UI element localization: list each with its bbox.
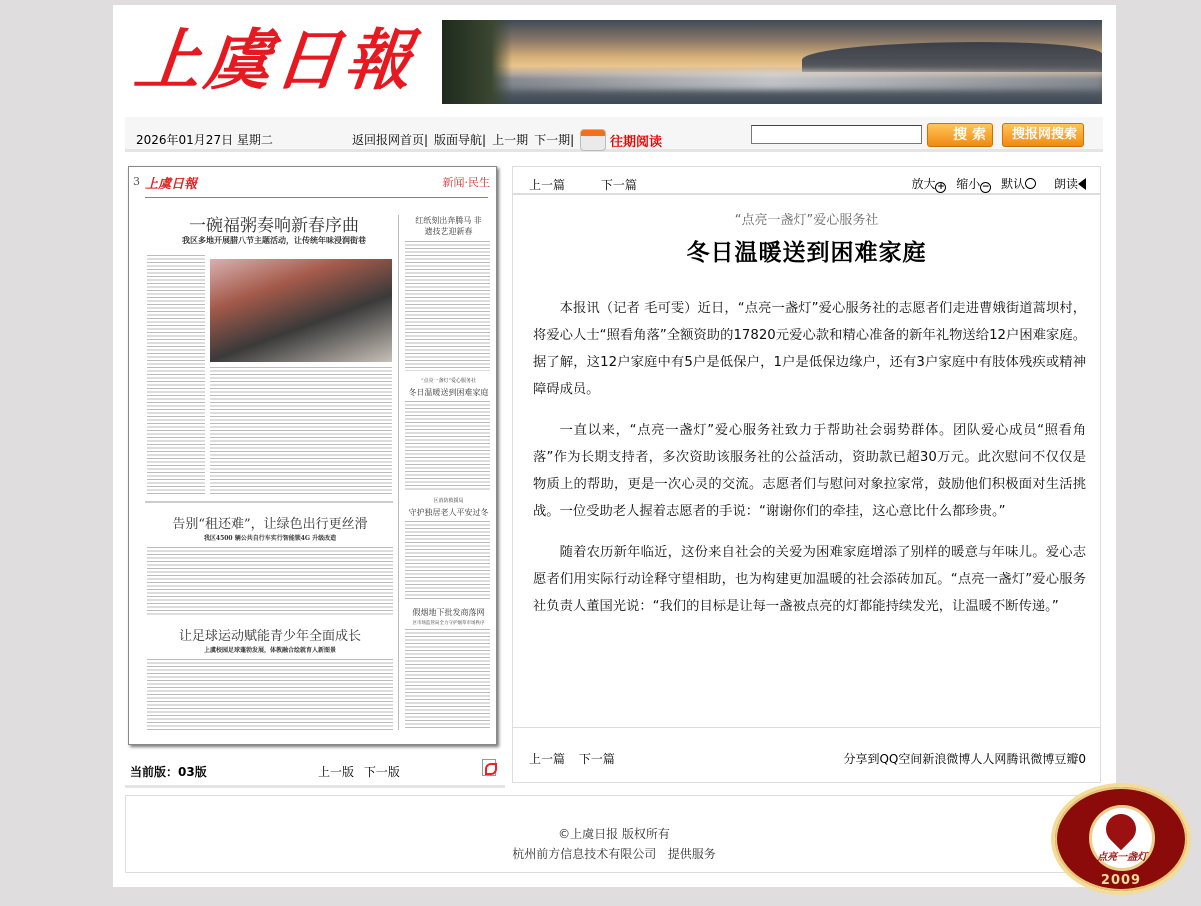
prev-article-link[interactable]: 上一篇: [529, 178, 566, 192]
next-page-link[interactable]: 下一版: [363, 765, 400, 779]
current-date: 2026年01月27日 星期二: [136, 133, 273, 147]
page-nav-link[interactable]: 版面导航|: [434, 133, 487, 147]
prev-page-link[interactable]: 上一版: [318, 765, 355, 779]
headline-3[interactable]: 让足球运动赋能青少年全面成长: [178, 629, 361, 644]
service-provider: 杭州前方信息技术有限公司 提供服务: [512, 847, 716, 861]
prev-issue-link[interactable]: 上一期: [492, 133, 529, 147]
seal-name: 点亮一盏灯: [1097, 852, 1147, 863]
subhead-2: 我区4500 辆公共自行车实行智能锁4G 升级改造: [203, 535, 337, 542]
zoom-in-label: 放大: [911, 177, 936, 191]
page-container: [113, 5, 1116, 887]
plus-icon: +: [937, 182, 945, 192]
headline-2[interactable]: 告别“租还难”，让绿色出行更丝滑: [172, 517, 368, 532]
side-kicker-4: 区市场监管局全力守护烟草市场秩序: [412, 621, 485, 626]
side-headline-1[interactable]: 红纸刻出奔腾马 非遗技艺迎新春: [415, 216, 482, 236]
minus-icon: −: [982, 182, 990, 192]
article-toolbar: [513, 167, 1100, 195]
banner-image: [442, 20, 1102, 104]
site-footer: [125, 795, 1103, 873]
prev-article-bottom-link[interactable]: 上一篇: [529, 752, 566, 766]
site-search-button[interactable]: 搜报网搜索: [1002, 123, 1084, 147]
page-panel: [125, 158, 505, 788]
next-issue-link[interactable]: 下一期|: [534, 133, 575, 147]
nav-bar: [125, 117, 1103, 152]
lightbulb-icon: [1100, 808, 1142, 850]
past-reading-label: 往期阅读: [609, 135, 662, 150]
copyright: ©上虞日报 版权所有: [558, 827, 670, 841]
page-section: 新闻·民生: [442, 176, 490, 189]
zoom-out-button[interactable]: [956, 177, 991, 191]
subhead-3: 上虞校园足球蓬勃发展，体教融合绘就育人新图景: [203, 647, 336, 654]
paragraph: 一直以来，“点亮一盏灯”爱心服务社致力于帮助社会弱势群体。团队爱心成员“照看角落”作为长期支持者，多次资助该服务社的公益活动，资助款已超30万元。此次慰问不仅仅是物质上的帮助，更是一次心灵的交流。志愿者们与慰问对象拉家常，鼓励他们积极面对生活挑战。一位受助老人握着志愿者的手说：“谢谢你们的牵挂，这心意比什么都珍贵。”: [533, 423, 1086, 519]
subhead-1: 我区多地开展腊八节主题活动，让传统年味浸润街巷: [182, 235, 366, 245]
side-kicker-3: 区消防救援局: [433, 498, 464, 504]
article-body: [513, 295, 1100, 620]
side-headline-3[interactable]: 守护独居老人平安过冬: [408, 508, 489, 517]
home-link[interactable]: 返回报网首页|: [352, 133, 429, 147]
page-thumbnail[interactable]: [128, 166, 497, 745]
next-article-link[interactable]: 下一篇: [600, 178, 637, 192]
page-masthead: 上虞日報: [145, 177, 198, 192]
search-button[interactable]: 搜 索: [927, 123, 993, 147]
article-panel: [512, 166, 1101, 783]
next-article-bottom-link[interactable]: 下一篇: [578, 752, 615, 766]
paragraph: 随着农历新年临近，这份来自社会的关爱为困难家庭增添了别样的暖意与年味儿。爱心志愿者们用实际行动诠释守望相助，也为构建更加温暖的社会添砖加瓦。“点亮一盏灯”爱心服务社负责人董国光说：“我们的目标是让每一盏被点亮的灯都能持续发光，让温暖不断传递。”: [533, 545, 1086, 614]
article-title: 冬日温暖送到困难家庭: [686, 240, 927, 266]
article-kicker: “点亮一盏灯”爱心服务社: [734, 213, 879, 228]
seal-year: 2009: [1100, 873, 1142, 888]
circle-icon: [1025, 178, 1036, 189]
zoom-in-button[interactable]: [911, 177, 946, 191]
default-label: 默认: [1001, 177, 1026, 191]
speaker-icon: [1078, 178, 1086, 190]
read-label: 朗读: [1053, 177, 1078, 191]
page-photo: [210, 259, 392, 362]
past-reading-link[interactable]: [580, 131, 668, 151]
side-headline-2[interactable]: 冬日温暖送到困难家庭: [408, 388, 489, 397]
default-size-button[interactable]: [1001, 177, 1036, 191]
current-page-label: 当前版：03版: [130, 765, 207, 779]
article-footer: [513, 727, 1100, 784]
paragraph: 本报讯（记者 毛可雯）近日，“点亮一盏灯”爱心服务社的志愿者们走进曹娥街道蒿坝村，将爱心人士“照看角落”全额资助的17820元爱心款和精心准备的新年礼物送给12户困难家庭。据了解，这12户家庭中有5户是低保户，1户是低保边缘户，还有3户家庭中有肢体残疾或精神障碍成员。: [533, 301, 1086, 397]
pdf-icon[interactable]: [482, 759, 496, 776]
side-headline-4[interactable]: 假烟地下批发商落网: [412, 608, 485, 617]
calendar-icon: [580, 129, 606, 151]
read-aloud-button[interactable]: [1054, 177, 1086, 191]
newspaper-logo[interactable]: 上虞日報: [130, 21, 420, 99]
side-kicker-2: “点亮一盏灯”爱心服务社: [420, 378, 477, 384]
zoom-out-label: 缩小: [956, 177, 981, 191]
search-input[interactable]: [751, 125, 922, 144]
headline-1[interactable]: 一碗福粥奏响新春序曲: [189, 216, 359, 236]
charity-seal-logo[interactable]: [1051, 783, 1191, 895]
page-number: 3: [133, 175, 140, 188]
share-links[interactable]: 分享到QQ空间新浪微博人人网腾讯微博豆瓣0: [843, 752, 1086, 766]
